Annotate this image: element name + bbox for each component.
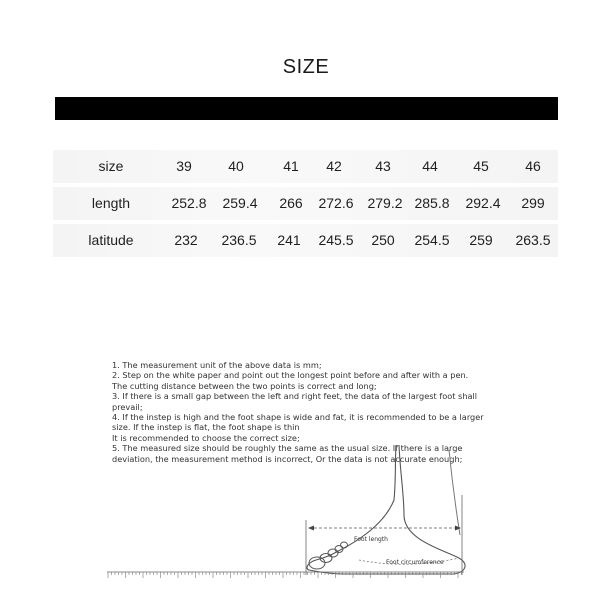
table-cell: 232 <box>174 232 198 248</box>
note-line: 1. The measurement unit of the above data is mm; <box>112 360 322 370</box>
table-cell: 45 <box>473 158 489 174</box>
note-line: 2. Step on the white paper and point out the longest point before and after with a pen. <box>112 370 469 381</box>
table-cell: 43 <box>375 158 391 174</box>
header-bar <box>55 97 558 120</box>
note-line: It is recommended to choose the correct size; <box>112 432 300 443</box>
table-cell: 245.5 <box>318 232 354 248</box>
table-cell: 272.6 <box>318 195 354 211</box>
row-label: length <box>91 195 131 211</box>
table-row-length <box>53 187 558 220</box>
note-line: The cutting distance between the two points is correct and long; <box>112 380 377 391</box>
foot-measurement-diagram <box>104 440 484 585</box>
table-cell: 46 <box>525 158 541 174</box>
note-line: 4. If the instep is high and the foot shape is wide and fat, it is recommended to be a larger <box>112 412 484 423</box>
ruler <box>107 572 464 578</box>
table-cell: 241 <box>277 232 301 248</box>
size-table <box>53 150 558 261</box>
table-cell: 279.2 <box>367 195 403 211</box>
table-cell: 263.5 <box>515 232 551 248</box>
note-line: 5. The measured size should be roughly the same as the usual size. If there is a large <box>112 443 463 454</box>
table-row-size <box>53 150 558 183</box>
note-line: prevail; <box>112 401 143 412</box>
table-cell: 299 <box>521 195 545 211</box>
table-cell: 39 <box>176 158 192 174</box>
table-cell: 254.5 <box>414 232 450 248</box>
table-row-latitude <box>53 224 558 257</box>
table-cell: 292.4 <box>465 195 501 211</box>
page-title: SIZE <box>282 56 330 78</box>
row-label: latitude <box>88 232 134 248</box>
note-line: size. If the instep is flat, the foot shape is thin <box>112 422 300 433</box>
note-line: deviation, the measurement method is incorrect, Or the data is not accurate enough; <box>112 453 463 464</box>
table-cell: 266 <box>279 195 303 211</box>
table-cell: 250 <box>371 232 395 248</box>
table-cell: 252.8 <box>171 195 207 211</box>
foot-length-label: Foot length <box>354 536 388 543</box>
table-cell: 259.4 <box>222 195 258 211</box>
table-cell: 44 <box>422 158 438 174</box>
table-cell: 259 <box>469 232 493 248</box>
row-label: size <box>98 158 124 174</box>
note-line: 3. If there is a small gap between the left and right feet, the data of the largest foot shall <box>112 391 478 402</box>
foot-circumference-label: Foot circumference <box>386 559 444 566</box>
table-cell: 285.8 <box>414 195 450 211</box>
table-cell: 40 <box>228 158 244 174</box>
table-cell: 41 <box>283 158 299 174</box>
table-cell: 42 <box>326 158 342 174</box>
table-cell: 236.5 <box>221 232 257 248</box>
